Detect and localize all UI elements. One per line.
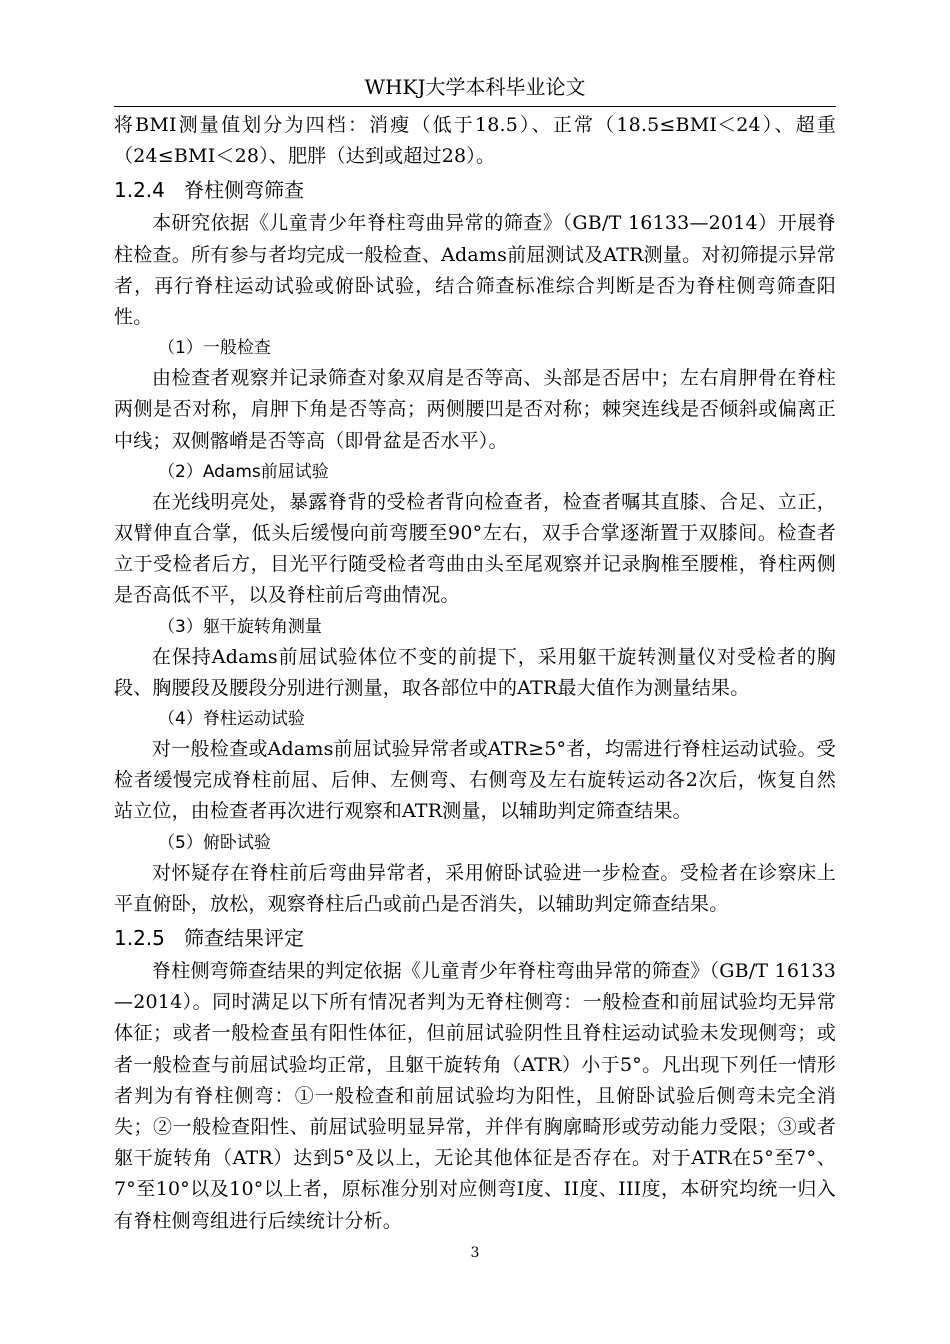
- running-header: WHKJ大学本科毕业论文: [364, 75, 586, 99]
- page-body: [114, 110, 836, 1237]
- section-title: 筛查结果评定: [184, 926, 304, 951]
- paragraph-result-evaluation: 脊柱侧弯筛查结果的判定依据《儿童青少年脊柱弯曲异常的筛查》（GB/T 16133—2014）。同时满足以下所有情况者判为无脊柱侧弯：一般检查和前屈试验均无异常体征；或者一般检查虽有阳性体征，但前屈试验阴性且脊柱运动试验未发现侧弯；或者一般检查与前屈试验均正常，且躯干旋转角（ATR）小于5°。凡出现下列任一情形者判为有脊柱侧弯：①一般检查和前屈试验均为阳性，且俯卧试验后侧弯未完全消失；②一般检查阳性、前屈试验明显异常，并伴有胸廓畸形或劳动能力受限；③或者躯干旋转角（ATR）达到5°及以上，无论其他体征是否存在。对于ATR在5°至7°、7°至10°以及10°以上者，原标准分别对应侧弯I度、II度、III度，本研究均统一归入有脊柱侧弯组进行后续统计分析。: [114, 960, 836, 1232]
- paragraph-adams-test: 在光线明亮处，暴露脊背的受检者背向检查者，检查者嘱其直膝、合足、立正，双臂伸直合掌，低头后缓慢向前弯腰至90°左右，双手合掌逐渐置于双膝间。检查者立于受检者后方，目光平行随受检者弯曲由头至尾观察并记录胸椎至腰椎，脊柱两侧是否高低不平，以及脊柱前后弯曲情况。: [114, 490, 836, 607]
- header-rule: [114, 106, 836, 107]
- subheading-atr-measure: （3）躯干旋转角测量: [158, 616, 322, 637]
- paragraph-bmi: 将BMI测量值划分为四档：消瘦（低于18.5）、正常（18.5≤BMI＜24）、超重（24≤BMI＜28）、肥胖（达到或超过28）。: [114, 114, 836, 168]
- subheading-prone-test: （5）俯卧试验: [158, 832, 271, 853]
- section-heading-1-2-4: [114, 172, 836, 208]
- subheading-general-exam: （1）一般检查: [158, 338, 271, 359]
- paragraph-general-exam: 由检查者观察并记录筛查对象双肩是否等高、头部是否居中；左右肩胛骨在脊柱两侧是否对称，肩胛下角是否等高；两侧腰凹是否对称；棘突连线是否倾斜或偏离正中线；双侧髂嵴是否等高（即骨盆是否水平）。: [114, 367, 836, 452]
- paragraph-spine-motion: 对一般检查或Adams前屈试验异常者或ATR≥5°者，均需进行脊柱运动试验。受检者缓慢完成脊柱前屈、后伸、左侧弯、右侧弯及左右旋转运动各2次后，恢复自然站立位，由检查者再次进行观察和ATR测量，以辅助判定筛查结果。: [114, 738, 836, 823]
- section-number: 1.2.4: [114, 178, 165, 203]
- subheading-adams-test: （2）Adams前屈试验: [158, 461, 329, 482]
- paragraph-prone-test: 对怀疑存在脊柱前后弯曲异常者，采用俯卧试验进一步检查。受检者在诊察床上平直俯卧，放松，观察脊柱后凸或前凸是否消失，以辅助判定筛查结果。: [114, 861, 836, 915]
- page-number: 3: [470, 1245, 480, 1261]
- section-heading-1-2-5: [114, 920, 836, 956]
- section-number: 1.2.5: [114, 926, 165, 951]
- paragraph-scoliosis-screening: 本研究依据《儿童青少年脊柱弯曲异常的筛查》（GB/T 16133—2014）开展脊柱检查。所有参与者均完成一般检查、Adams前屈测试及ATR测量。对初筛提示异常者，再行脊柱运动试验或俯卧试验，结合筛查标准综合判断是否为脊柱侧弯筛查阳性。: [114, 212, 836, 329]
- paragraph-atr-measure: 在保持Adams前屈试验体位不变的前提下，采用躯干旋转测量仪对受检者的胸段、胸腰段及腰段分别进行测量，取各部位中的ATR最大值作为测量结果。: [114, 645, 836, 699]
- section-title: 脊柱侧弯筛查: [184, 178, 304, 203]
- subheading-spine-motion: （4）脊柱运动试验: [158, 709, 305, 730]
